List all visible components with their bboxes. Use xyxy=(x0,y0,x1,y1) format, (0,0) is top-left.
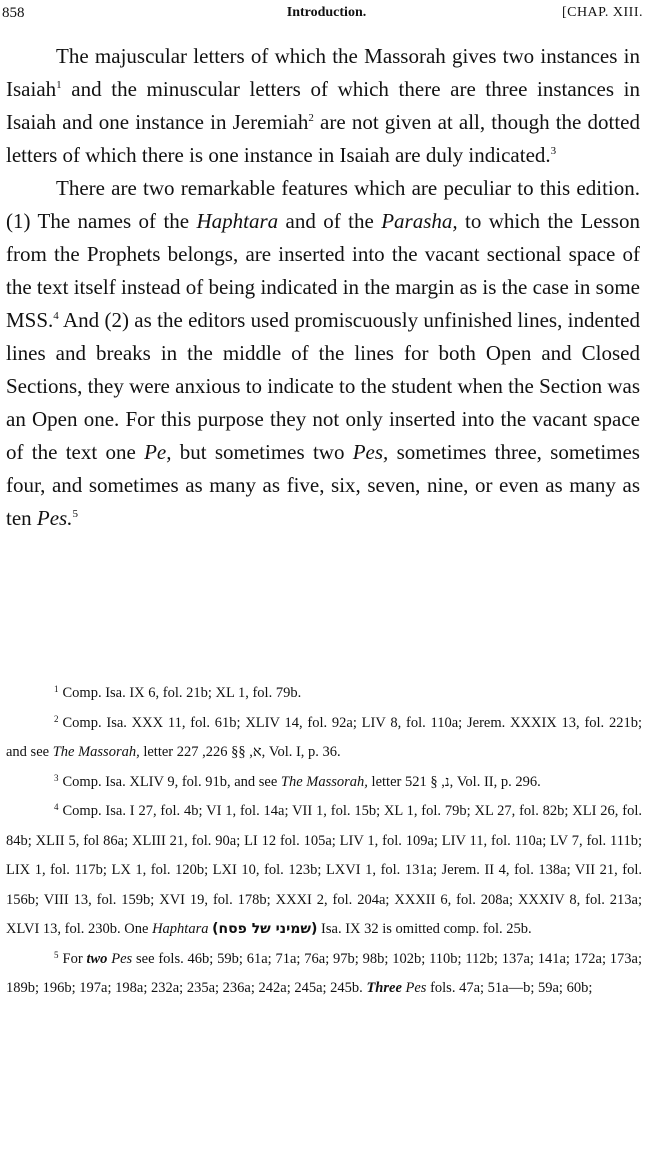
footnote-mark: 4 xyxy=(54,802,59,812)
footnotes xyxy=(6,679,642,1004)
italic-term: Parasha, xyxy=(381,209,458,233)
italic-term: Haphtara xyxy=(196,209,279,233)
italic-term: Haphtara xyxy=(152,921,209,937)
page-header xyxy=(0,2,653,24)
text-run: are not given at all, though the dotted letters of which there is one instance in Isaiah are duly indicated. xyxy=(6,110,641,167)
footnote-mark: 5 xyxy=(54,949,59,960)
italic-term: Pes, xyxy=(352,440,389,464)
text-run: and the minuscular letters of which there are three instances in Isaiah and one instance in Jeremiah xyxy=(6,77,640,134)
footnote-text: Comp. Isa. XLIV 9, fol. 91b, and see xyxy=(62,773,281,790)
main-text xyxy=(6,40,640,535)
footnote-2 xyxy=(6,709,642,768)
bold-term: Three xyxy=(366,980,402,996)
bold-term: two xyxy=(86,950,108,967)
running-title: Introduction. xyxy=(286,5,367,20)
italic-term: Pes. xyxy=(36,506,73,530)
text-run: There are two remarkable features which are peculiar to this edition. (1) The names of the xyxy=(6,176,640,233)
footnote-ref: 5 xyxy=(72,508,78,520)
text-run: And (2) as the editors used promiscuously unfinished lines, indented lines and breaks in the middle of the lines for both Open and Closed Sections, they were anxious to indicate to the student when the Section was an Open one. For this purpose they not only inserted into the vacant space of the text one xyxy=(6,308,640,464)
footnote-text: Comp. Isa. XXX 11, fol. 61b; XLIV 14, fol. 92a; LIV 8, fol. 110a; Jerem. XXXIX 13, fol. 221b; and see xyxy=(6,714,642,760)
footnote-text: letter א, §§ 226, 227, Vol. I, p. 36. xyxy=(139,744,341,760)
footnote-text: see fols. 46b; 59b; 61a; 71a; 76a; 97b; 98b; 102b; 110b; 112b; 137a; 141a; 172a; 173a; 189b; 196b; 197a; 198a; 232a; 235a; 236a; 242a; 245a; 245b. xyxy=(6,950,643,996)
footnote-text: fols. 47a; 51a—b; 59a; 60b; xyxy=(426,980,593,996)
paragraph-1 xyxy=(6,40,640,172)
italic-term: Pes xyxy=(107,950,133,967)
footnote-ref: 1 xyxy=(56,79,62,91)
footnote-text: Comp. Isa. I 27, fol. 4b; VI 1, fol. 14a; VII 1, fol. 15b; XL 1, fol. 79b; XL 27, fol. 82b; XLI 26, fol. 84b; XLII 5, fol 86a; XLIII 21, fol. 90a; LI 12 fol. 105a; LIV 1, fol. 109a; LIV 11, fol. 110a; LV 7, fol. 111b; LIX 1, fol. 117b; LX 1, fol. 120b; LXI 10, fol. 123b; LXVI 1, fol. 131a; Jerem. II 4, fol. 138a; VII 21, fol. 156b; VIII 13, fol. 159b; XVI 19, fol. 178b; XXXI 2, fol. 204a; XXXII 6, fol. 208a; XXXIV 8, fol. 213a; XLVI 13, fol. 230b. One xyxy=(6,803,642,937)
footnote-4 xyxy=(6,797,642,945)
text-run: The majuscular letters of which the Massorah gives two instances in Isaiah xyxy=(6,44,640,101)
footnote-text: letter נ, § 521, Vol. II, p. 296. xyxy=(367,773,541,790)
footnote-3 xyxy=(6,768,642,798)
footnote-mark: 3 xyxy=(54,772,59,783)
footnote-text: Isa. IX 32 is omitted comp. fol. 25b. xyxy=(317,921,532,937)
italic-term: The Massorah, xyxy=(52,744,140,760)
text-run: sometimes three, sometimes four, and sometimes as many as five, six, seven, nine, or even as many as ten xyxy=(6,440,640,530)
footnote-text: Comp. Isa. IX 6, fol. 21b; XL 1, fol. 79b. xyxy=(62,685,302,701)
footnote-mark: 1 xyxy=(54,684,59,694)
paragraph-2 xyxy=(6,172,640,535)
italic-term: Pes xyxy=(401,980,427,996)
chapter-label: [CHAP. XIII. xyxy=(561,5,643,20)
text-run: but sometimes two xyxy=(171,440,353,464)
footnote-ref: 2 xyxy=(308,112,314,124)
italic-term: Pe, xyxy=(144,440,172,464)
footnote-5 xyxy=(6,945,642,1004)
footnote-text: For xyxy=(62,950,87,967)
text-run: and of the xyxy=(278,209,382,233)
footnote-1 xyxy=(6,679,642,709)
footnote-ref: 4 xyxy=(53,310,59,322)
italic-term: The Massorah, xyxy=(280,773,368,790)
text-run: to which the Lesson from the Prophets belongs, are inserted into the vacant sectional space of the text itself instead of being indicated in the margin as is the case in some MSS. xyxy=(6,209,640,332)
page-number: 858 xyxy=(2,5,25,21)
footnote-ref: 3 xyxy=(550,145,557,157)
footnote-mark: 2 xyxy=(54,713,59,724)
hebrew-text: (שמיני של פסח) xyxy=(212,921,318,937)
